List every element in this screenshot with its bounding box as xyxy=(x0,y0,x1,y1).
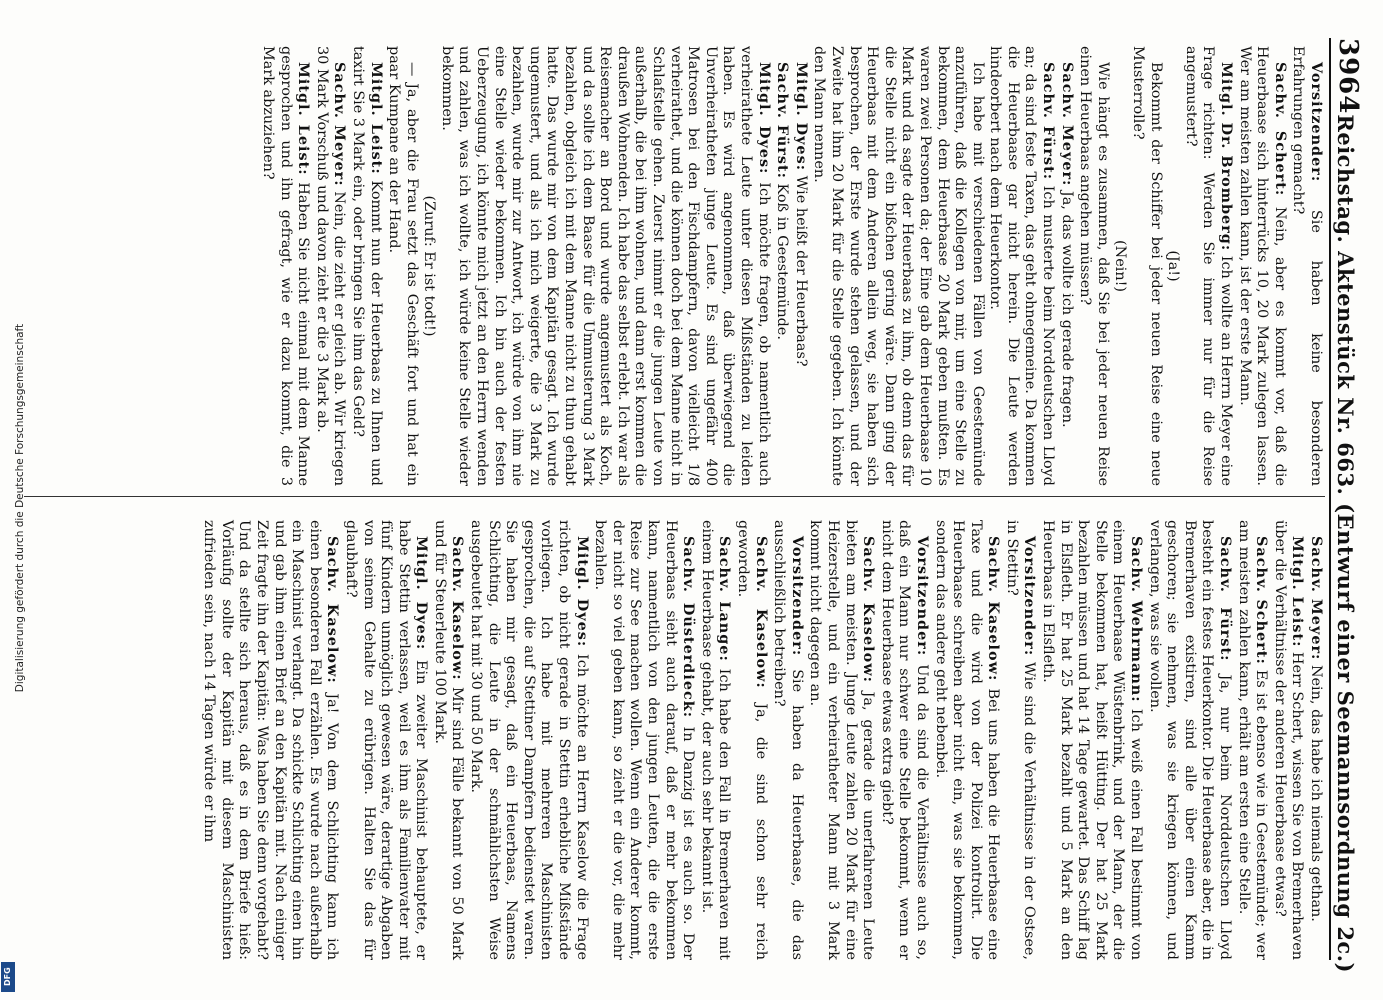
paragraph xyxy=(1306,520,1325,960)
paragraph-text: Nein, aber es kommt vor, daß die Heuerbaase sich hinterrücks 10, 20 Mark zulegen lassen. Wer am meisten zahlen kann, ist der erste Mann. xyxy=(1236,46,1288,486)
paragraph xyxy=(806,520,877,960)
speaker-name: Sachv. Kaselow: xyxy=(449,536,467,681)
paragraph-text: In Danzig ist es auch so. Der Heuerbaas sieht auch darauf, daß er mehr bekommen kann, namentlich von den jungen Leuten, die die erste Reise zur See machen wollen. Wenn ein Anderer kommt, der nicht so viel geben kann, so zieht er die vor, die mehr bezahlen. xyxy=(592,520,697,960)
speaker-name: Vorsitzender: xyxy=(1021,536,1039,657)
paragraph xyxy=(810,46,986,486)
paragraph-text: Ich wollte an Herrn Meyer eine Frage richten: Werden Sie immer nur für die Reise angemustert? xyxy=(1182,46,1235,486)
speaker-name: Vorsitzender: xyxy=(913,536,931,657)
paragraph-text: Ich musterte beim Norddeutschen Lloyd an; da sind feste Taxen, das geht ohnegemeine. Da kommen die Heuerbaase gar nicht herein. Die Leute werden hindeorbert nach dem Heuerkontor. xyxy=(987,46,1057,486)
paragraph xyxy=(312,46,348,486)
speaker-name: Sachv. Lange: xyxy=(716,536,734,662)
paragraph xyxy=(437,46,772,486)
running-head: Reichstag. Aktenstück Nr. 663. (Entwurf einer Seemannsordnung 2c.) xyxy=(1333,114,1358,973)
paragraph-text: Ja! Von dem Schlichting kann ich einen besonderen Fall erzählen. Es wurde nach außerhalb ein Maschinist verlangt. Da schickte Schlichting einen hin und gab ihm einen Brief an den Kapitän mit. Nach einiger Zeit fragte ihn der Kapitän: Was haben Sie denn vorgehabt? Und da stellte sich heraus, daß es in dem Briefe hieß: Vorläufig sollte der Kapitän mit diesem Maschinisten zufrieden sein, nach 14 Tagen würde er ihm xyxy=(201,520,341,961)
paragraph-text: Nein, die zieht er gleich ab. Wir kriegen 30 Mark Vorschuß und davon zieht er die 3 Mark ab. xyxy=(313,46,348,487)
paragraph-text: Und da sind die Verhältnisse auch so, daß ein Mann nur schwer eine Stelle bekommt, wenn er nicht dem Heuerbaase etwas extra giebt? xyxy=(878,520,930,960)
paragraph xyxy=(1128,46,1163,486)
speaker-name: Sachv. Schert: xyxy=(1253,536,1271,665)
paragraph xyxy=(1235,46,1289,486)
speaker-name: Sachv. Kaselow: xyxy=(324,536,342,684)
paragraph-text: Herr Schert, wissen Sie von Bremerhaven über die Verhältnisse der anderen Heuerbaase etwas? xyxy=(1271,520,1306,960)
paragraph xyxy=(1057,46,1076,486)
speaker-name: Sachv. Düsterdieck: xyxy=(680,536,698,719)
paragraph xyxy=(1289,46,1325,486)
paragraph-text: Bei uns haben die Heuerbaase eine Taxe und die wird von der Polizei kontrolirt. Die Heuerbaase schreiben aber nicht ein, was sie bekommen, sondern das andere geht nebenbei. xyxy=(932,520,1002,961)
speaker-name: Mitgl. Leist: xyxy=(367,62,385,175)
speaker-name: Sachv. Wehrmann: xyxy=(1128,536,1146,703)
paragraph xyxy=(877,520,931,960)
paragraph-text: — Ja, aber die Frau setzt das Geschäft fort und hat ein paar Kumpane an der Hand. xyxy=(386,46,420,486)
speaker-name: Vorsitzender: xyxy=(788,536,806,657)
paragraph-text: Haben Sie nicht einmal mit dem Manne gesprochen und ihn gefragt, wie er dazu kommt, die 3 Mark abzuziehen? xyxy=(259,46,312,486)
paragraph xyxy=(1270,520,1306,960)
paragraph-text: Ich weiß einen Fall bestimmt von einem Heuerbaase Wüstenbrink, und der Mann, der die Stelle bekommen hat, heißt Hütting. Der hat 25 Mark bezahlen müssen und hat 14 Tage gewartet. Das Schiff lag in Elsfleth. Er hat 25 Mark bezahlt und 5 Mark an den Heuerbaas in Elsfleth. xyxy=(1040,520,1145,960)
paragraph xyxy=(986,46,1057,486)
paragraph xyxy=(733,520,769,960)
paragraph xyxy=(341,520,430,960)
speaker-name: Sachv. Kaselow: xyxy=(860,536,878,683)
right-column xyxy=(200,520,1325,960)
page-header xyxy=(1333,38,1375,973)
speaker-name: Sachv. Kaselow: xyxy=(752,536,770,689)
paragraph xyxy=(1002,520,1038,960)
paragraph xyxy=(467,520,591,960)
paragraph: (Nein!) xyxy=(1112,240,1129,292)
paragraph-text: Ein zweiter Maschinist behauptete, er habe Stettin verlassen, weil es ihm als Familienvater mit fünf Kindern unmöglich gewesen wäre, derartige Abgaben von seinem Gehalte zu erübrigen. Halten Sie das für glaubhaft? xyxy=(342,520,430,960)
paragraph-text: Ja, gerade die unerfahrenen Leute bieten am meisten. Junge Leute zahlen 20 Mark für eine Heizerstelle, und ein verheiratheter Mann mit 3 Mark kommt nicht dagegen an. xyxy=(807,520,877,960)
paragraph-text: Sie haben keine besonderen Erfahrungen gemacht? xyxy=(1290,46,1324,487)
paragraph-text: Wie heißt der Heuerbaas? xyxy=(792,175,809,367)
paragraph-text: Mir sind Fälle bekannt von 50 Mark und für Steuerleute 100 Mark. xyxy=(431,520,466,960)
column-divider xyxy=(24,496,1325,497)
digitization-note: Digitalisierung gefördert durch die Deutsche Forschungsgemeinschaft xyxy=(14,323,26,693)
paragraph-text: Ich habe den Fall in Bremerhaven mit einem Heuerbaase gehabt, der auch sehr bekannt ist. xyxy=(698,520,733,961)
speaker-name: Mitgl. Dyes: xyxy=(413,536,431,651)
paragraph xyxy=(430,520,466,960)
header-rule xyxy=(1329,38,1331,960)
paragraph xyxy=(697,520,733,960)
speaker-name: Sachv. Meyer: xyxy=(331,62,349,187)
paragraph: (Zuruf: Er ist todt!) xyxy=(421,195,438,337)
paragraph-text: Sie haben da Heuerbaase, die das ausschließlich betreiben? xyxy=(771,520,805,960)
speaker-name: Sachv. Fürst: xyxy=(774,62,792,179)
paragraph xyxy=(791,46,810,486)
paragraph-text: Ja, das wollte ich gerade fragen. xyxy=(1058,190,1075,428)
paragraph xyxy=(1181,46,1235,486)
paragraph-text: Es ist ebenso wie in Geestemünde; wer am meisten zahlen kann, erhält am ersten eine Stelle. xyxy=(1235,520,1270,960)
speaker-name: Sachv. Meyer: xyxy=(1308,536,1325,661)
paragraph-text: Ich habe mit verschiedenen Fällen von Geestemünde anzuführen, daß die Kollegen von mir, um eine Stelle zu bekommen, dem Heuerbaase 20 Mark geben mußten. Es waren zwei Personen da; der Eine gab dem Heuerbaase 10 Mark und da sagte der Heuerbaas zu ihm, ob denn das für die Stelle nicht ein bißchen gering wäre. Dann ging der Heuerbaas mit dem Anderen allein weg, sie haben sich besprochen, der Erste wurde stehen gelassen, und der Zweite hat ihm 20 Mark für die Stelle gegeben. Ich könnte den Mann nennen. xyxy=(811,46,986,486)
speaker-name: Mitgl. Dyes: xyxy=(792,62,810,172)
paragraph xyxy=(1076,46,1111,486)
speaker-name: Mitgl. Leist: xyxy=(1289,536,1307,648)
paragraph xyxy=(1145,520,1234,960)
paragraph-text: Wie hängt es zusammen, daß Sie bei jeder neuen Reise einen Heuerbaas angehen müssen? xyxy=(1077,46,1111,486)
paragraph xyxy=(385,46,420,486)
speaker-name: Mitgl. Dr. Bromberg: xyxy=(1218,62,1236,252)
paragraph-text: Bekommt der Schiffer bei jeder neuen Reise eine neue Musterrolle? xyxy=(1130,46,1164,486)
paragraph-text: Ich möchte fragen, ob namentlich auch verheirathete Leute unter diesen Mißständen zu leiden haben. Es wird angenommen, daß überwiegend die Unverheiratheten junge Leute. Es sind ungefähr 400 Matrosen bei den Fischdampfern, davon vielleicht 1/8 verheirathet, und die können doch bei dem Manne nicht in Schlafstelle gehen. Zuerst nimmt er die jungen Leute von außerhalb, die bei ihm wohnen, und dann erst kommen die draußen Wohnenden. Ich habe das selbst erlebt. Ich war als Reisemacher an Bord und wurde angemustert als Koch, und da sollte ich dem Baase für die Ummusterung 3 Mark bezahlen, obgleich ich mit dem Manne nicht zu thun gehabt hatte. Das wurde mir von dem Kapitän gesagt. Ich wurde ungemustert, und als ich mich weigerte, die 3 Mark zu bezahlen, wurde mir zur Antwort, ich würde von ihm nie eine Stelle wieder bekommen. Ich bin auch der festen Ueberzeugung, ich könnte mich jetzt an den Herrn wenden und zahlen, was ich wollte, ich würde keine Stelle wieder bekommen. xyxy=(438,46,772,486)
paragraph-text: Ja, nur beim Norddeutschen Lloyd besteht ein festes Heuerkontor. Die Heuerbaase aber, die in Bremerhaven existiren, sind alle über einen Kamm geschoren; sie nehmen, was sie kriegen können, und verlangen, was sie wollen. xyxy=(1146,520,1234,961)
speaker-name: Sachv. Kaselow: xyxy=(985,536,1003,682)
paragraph-text: Koß in Geestemünde. xyxy=(774,183,791,340)
speaker-name: Sachv. Fürst: xyxy=(1217,536,1235,662)
paragraph xyxy=(931,520,1002,960)
paragraph xyxy=(348,46,384,486)
paragraph-text: Wie sind die Verhältnisse in der Ostsee, in Stettin? xyxy=(1003,520,1038,960)
paragraph xyxy=(1234,520,1270,960)
speaker-name: Vorsitzender: xyxy=(1308,62,1325,183)
speaker-name: Sachv. Schert: xyxy=(1271,62,1289,197)
dfg-logo: DFG xyxy=(1,962,15,992)
paragraph xyxy=(773,46,792,486)
page-number: 3964 xyxy=(1333,38,1363,115)
paragraph-text: Nein, das habe ich niemals gethan. xyxy=(1308,664,1324,922)
paragraph-text: Kommt nun der Heuerbaas zu Ihnen und taxirt Sie 3 Mark ein, oder bringen Sie ihm das Geld? xyxy=(349,46,384,486)
paragraph xyxy=(1039,520,1146,960)
paragraph xyxy=(770,520,806,960)
left-column xyxy=(258,46,1325,486)
paragraph-text: Ich möchte an Herrn Kaselow die Frage richten, ob nicht gerade in Stettin erhebliche Mißstände vorliegen. Ich habe mit mehreren Maschinisten gesprochen, die auf Stettiner Dampfern bedienstet waren. Sie haben mir gesagt, daß ein Heuerbaas, Namens Schlichting, die Leute in der schmählichsten Weise ausgebeutet hat mit 30 und 50 Mark. xyxy=(468,520,590,960)
paragraph xyxy=(258,46,312,486)
paragraph-text: Ja, die sind schon sehr reich geworden. xyxy=(735,520,769,961)
paragraph: (Ja!) xyxy=(1165,250,1182,282)
speaker-name: Mitgl. Dyes: xyxy=(573,536,591,648)
speaker-name: Mitgl. Dyes: xyxy=(755,62,773,175)
speaker-name: Sachv. Fürst: xyxy=(1040,62,1058,181)
speaker-name: Sachv. Meyer: xyxy=(1058,62,1076,187)
speaker-name: Mitgl. Leist: xyxy=(295,62,313,176)
paragraph xyxy=(591,520,698,960)
paragraph xyxy=(200,520,342,960)
